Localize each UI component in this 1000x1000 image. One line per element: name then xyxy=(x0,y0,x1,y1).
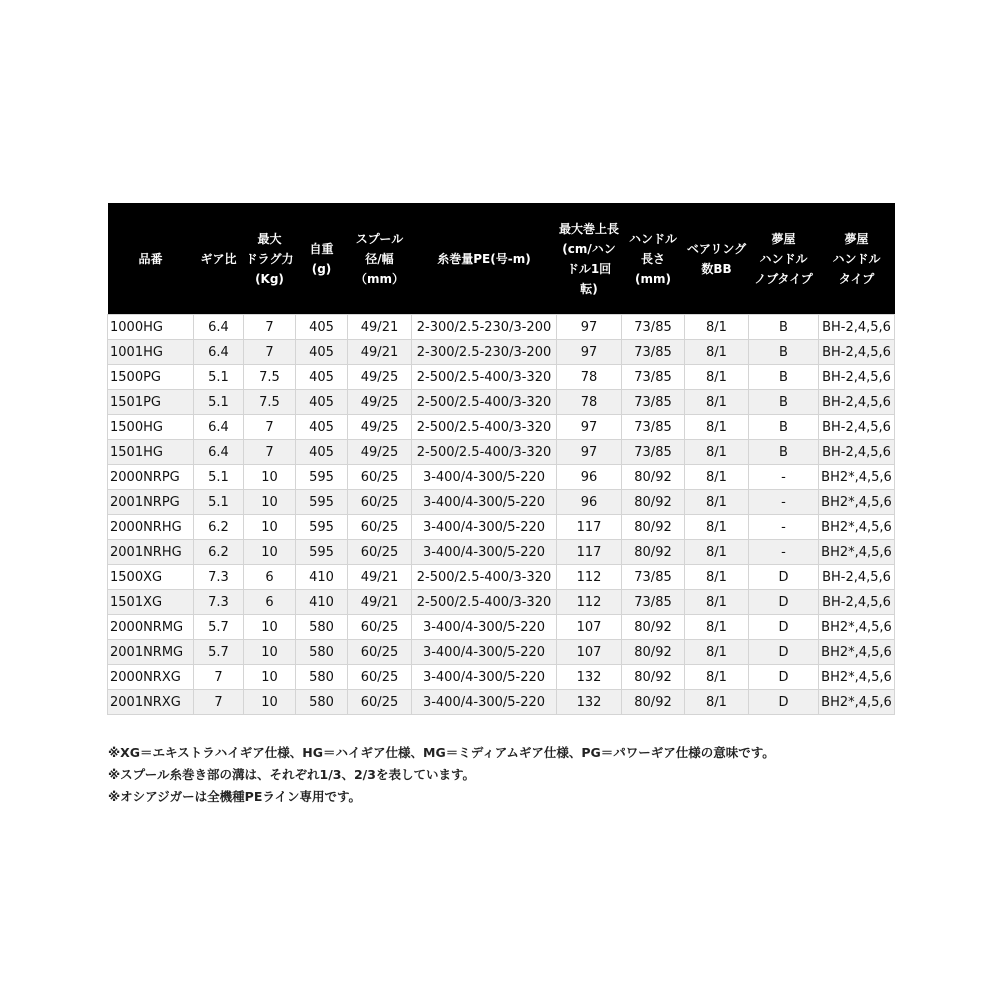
model-cell: 2000NRMG xyxy=(108,615,194,640)
table-cell: B xyxy=(749,415,819,440)
table-cell: 8/1 xyxy=(685,390,749,415)
table-cell: BH-2,4,5,6 xyxy=(819,340,895,365)
table-cell: 49/21 xyxy=(348,340,412,365)
column-header xyxy=(819,203,895,315)
table-cell: 80/92 xyxy=(622,615,685,640)
column-header-line: ギア比 xyxy=(200,251,237,266)
model-cell: 2001NRXG xyxy=(108,690,194,715)
table-cell: 8/1 xyxy=(685,315,749,340)
footnote: ※スプール糸巻き部の溝は、それぞれ1/3、2/3を表しています。 xyxy=(108,767,475,782)
table-cell: 3-400/4-300/5-220 xyxy=(412,515,557,540)
model-cell: 1500HG xyxy=(108,415,194,440)
table-cell: 6 xyxy=(244,590,296,615)
table-cell: 78 xyxy=(557,390,622,415)
table-cell: 10 xyxy=(244,665,296,690)
table-cell: D xyxy=(749,590,819,615)
table-row xyxy=(108,565,895,590)
table-cell: 595 xyxy=(296,490,348,515)
table-cell: 8/1 xyxy=(685,540,749,565)
table-cell: 78 xyxy=(557,365,622,390)
model-cell: 2000NRXG xyxy=(108,665,194,690)
model-cell: 1500PG xyxy=(108,365,194,390)
table-cell: 5.1 xyxy=(194,490,244,515)
table-cell: 8/1 xyxy=(685,515,749,540)
table-row xyxy=(108,465,895,490)
table-row xyxy=(108,540,895,565)
column-header-line: スプール xyxy=(355,231,404,246)
table-cell: 10 xyxy=(244,490,296,515)
column-header-line: 径/幅 xyxy=(365,251,394,266)
table-cell: 5.1 xyxy=(194,390,244,415)
table-cell: 7 xyxy=(194,690,244,715)
column-header-line: ハンドル xyxy=(628,231,677,246)
table-cell: 6.4 xyxy=(194,440,244,465)
column-header-line: (mm) xyxy=(635,271,671,286)
column-header-line: (Kg) xyxy=(255,271,284,286)
table-cell: 7 xyxy=(244,315,296,340)
table-cell: BH2*,4,5,6 xyxy=(819,615,895,640)
table-cell: 7 xyxy=(244,440,296,465)
table-cell: BH-2,4,5,6 xyxy=(819,565,895,590)
table-cell: 80/92 xyxy=(622,665,685,690)
table-cell: BH-2,4,5,6 xyxy=(819,415,895,440)
column-header xyxy=(194,203,244,315)
table-cell: 2-500/2.5-400/3-320 xyxy=(412,440,557,465)
table-cell: 405 xyxy=(296,365,348,390)
table-cell: BH-2,4,5,6 xyxy=(819,365,895,390)
column-header-line: （mm） xyxy=(354,271,404,286)
table-cell: BH-2,4,5,6 xyxy=(819,315,895,340)
table-cell: 405 xyxy=(296,415,348,440)
column-header-line: ドラグ力 xyxy=(245,251,294,266)
table-cell: - xyxy=(749,515,819,540)
column-header-line: 夢屋 xyxy=(844,231,869,246)
table-cell: 410 xyxy=(296,590,348,615)
table-cell: 5.1 xyxy=(194,365,244,390)
column-header-line: タイプ xyxy=(838,271,875,286)
table-cell: - xyxy=(749,465,819,490)
table-row xyxy=(108,440,895,465)
table-cell: 80/92 xyxy=(622,515,685,540)
table-cell: D xyxy=(749,565,819,590)
table-cell: 10 xyxy=(244,615,296,640)
table-cell: 6.2 xyxy=(194,540,244,565)
table-row xyxy=(108,490,895,515)
table-cell: 10 xyxy=(244,515,296,540)
table-cell: 73/85 xyxy=(622,440,685,465)
table-cell: 60/25 xyxy=(348,465,412,490)
table-cell: 2-300/2.5-230/3-200 xyxy=(412,340,557,365)
table-cell: 8/1 xyxy=(685,615,749,640)
column-header-line: 長さ xyxy=(640,251,665,266)
table-cell: D xyxy=(749,640,819,665)
footnote: ※オシアジガーは全機種PEライン専用です。 xyxy=(108,789,361,804)
table-cell: 8/1 xyxy=(685,565,749,590)
table-cell: 60/25 xyxy=(348,665,412,690)
table-cell: 73/85 xyxy=(622,365,685,390)
table-cell: 3-400/4-300/5-220 xyxy=(412,690,557,715)
table-row xyxy=(108,590,895,615)
table-cell: 3-400/4-300/5-220 xyxy=(412,540,557,565)
table-cell: 8/1 xyxy=(685,590,749,615)
table-cell: 49/25 xyxy=(348,390,412,415)
table-cell: 405 xyxy=(296,315,348,340)
table-cell: 80/92 xyxy=(622,640,685,665)
table-cell: BH2*,4,5,6 xyxy=(819,640,895,665)
table-cell: 10 xyxy=(244,690,296,715)
table-cell: 132 xyxy=(557,665,622,690)
spec-table xyxy=(107,203,895,715)
table-cell: B xyxy=(749,315,819,340)
footnote: ※XG＝エキストラハイギア仕様、HG＝ハイギア仕様、MG＝ミディアムギア仕様、PG＝パワーギア仕様の意味です。 xyxy=(108,745,775,760)
table-cell: 117 xyxy=(557,515,622,540)
model-cell: 2001NRHG xyxy=(108,540,194,565)
table-cell: D xyxy=(749,615,819,640)
table-cell: 49/25 xyxy=(348,365,412,390)
table-row xyxy=(108,415,895,440)
table-cell: 80/92 xyxy=(622,490,685,515)
table-row xyxy=(108,665,895,690)
table-row xyxy=(108,365,895,390)
table-cell: 10 xyxy=(244,465,296,490)
table-cell: 595 xyxy=(296,515,348,540)
table-cell: BH2*,4,5,6 xyxy=(819,540,895,565)
model-cell: 2000NRHG xyxy=(108,515,194,540)
column-header-line: ハンドル xyxy=(832,251,881,266)
table-cell: BH2*,4,5,6 xyxy=(819,490,895,515)
table-cell: 405 xyxy=(296,440,348,465)
column-header-line: ドル1回転) xyxy=(566,261,612,296)
table-cell: BH-2,4,5,6 xyxy=(819,390,895,415)
table-cell: 96 xyxy=(557,490,622,515)
model-cell: 1000HG xyxy=(108,315,194,340)
model-cell: 2000NRPG xyxy=(108,465,194,490)
table-cell: 8/1 xyxy=(685,490,749,515)
column-header-line: 数BB xyxy=(701,261,732,276)
table-cell: 8/1 xyxy=(685,340,749,365)
table-cell: 80/92 xyxy=(622,540,685,565)
table-cell: 580 xyxy=(296,640,348,665)
table-cell: 405 xyxy=(296,390,348,415)
table-cell: 97 xyxy=(557,315,622,340)
column-header xyxy=(622,203,685,315)
table-cell: 3-400/4-300/5-220 xyxy=(412,665,557,690)
table-cell: 410 xyxy=(296,565,348,590)
footnotes xyxy=(108,742,898,808)
table-cell: 8/1 xyxy=(685,465,749,490)
column-header-line: 自重 xyxy=(309,241,334,256)
table-cell: 73/85 xyxy=(622,390,685,415)
column-header-line: ハンドル xyxy=(759,251,808,266)
table-cell: 60/25 xyxy=(348,515,412,540)
table-cell: 405 xyxy=(296,340,348,365)
table-cell: 3-400/4-300/5-220 xyxy=(412,640,557,665)
column-header xyxy=(348,203,412,315)
table-cell: 3-400/4-300/5-220 xyxy=(412,615,557,640)
model-cell: 1501XG xyxy=(108,590,194,615)
table-row xyxy=(108,640,895,665)
column-header xyxy=(749,203,819,315)
table-cell: BH2*,4,5,6 xyxy=(819,665,895,690)
header-row xyxy=(108,203,895,315)
table-cell: 8/1 xyxy=(685,665,749,690)
column-header-line: 最大巻上長 xyxy=(558,221,619,236)
table-cell: BH-2,4,5,6 xyxy=(819,440,895,465)
table-cell: 112 xyxy=(557,565,622,590)
table-cell: 6.2 xyxy=(194,515,244,540)
table-row xyxy=(108,315,895,340)
column-header-line: 品番 xyxy=(138,251,163,266)
column-header xyxy=(108,203,194,315)
table-cell: 580 xyxy=(296,615,348,640)
table-cell: BH-2,4,5,6 xyxy=(819,590,895,615)
model-cell: 1501PG xyxy=(108,390,194,415)
column-header xyxy=(557,203,622,315)
table-cell: 97 xyxy=(557,440,622,465)
column-header-line: (cm/ハン xyxy=(562,241,616,256)
table-cell: 7 xyxy=(194,665,244,690)
model-cell: 1501HG xyxy=(108,440,194,465)
column-header xyxy=(296,203,348,315)
model-cell: 1500XG xyxy=(108,565,194,590)
table-cell: B xyxy=(749,340,819,365)
column-header-line: 夢屋 xyxy=(771,231,796,246)
table-row xyxy=(108,340,895,365)
model-cell: 1001HG xyxy=(108,340,194,365)
table-cell: 2-500/2.5-400/3-320 xyxy=(412,415,557,440)
table-cell: 73/85 xyxy=(622,565,685,590)
table-cell: 5.7 xyxy=(194,615,244,640)
column-header xyxy=(685,203,749,315)
model-cell: 2001NRMG xyxy=(108,640,194,665)
table-cell: 8/1 xyxy=(685,690,749,715)
table-header xyxy=(108,203,895,315)
table-cell: 49/25 xyxy=(348,415,412,440)
table-cell: 117 xyxy=(557,540,622,565)
table-cell: 595 xyxy=(296,540,348,565)
table-row xyxy=(108,615,895,640)
table-cell: 112 xyxy=(557,590,622,615)
table-cell: 96 xyxy=(557,465,622,490)
column-header xyxy=(244,203,296,315)
table-cell: 73/85 xyxy=(622,340,685,365)
column-header-line: 最大 xyxy=(257,231,282,246)
table-row xyxy=(108,390,895,415)
table-cell: 2-500/2.5-400/3-320 xyxy=(412,365,557,390)
table-cell: 5.7 xyxy=(194,640,244,665)
table-cell: 107 xyxy=(557,640,622,665)
table-cell: 7.3 xyxy=(194,565,244,590)
column-header-line: ベアリング xyxy=(686,241,747,256)
table-cell: 595 xyxy=(296,465,348,490)
table-cell: 60/25 xyxy=(348,690,412,715)
table-cell: 580 xyxy=(296,665,348,690)
table-cell: 60/25 xyxy=(348,615,412,640)
table-body xyxy=(108,315,895,715)
table-cell: B xyxy=(749,440,819,465)
table-cell: - xyxy=(749,490,819,515)
table-cell: 73/85 xyxy=(622,590,685,615)
table-cell: B xyxy=(749,365,819,390)
table-cell: 8/1 xyxy=(685,415,749,440)
model-cell: 2001NRPG xyxy=(108,490,194,515)
table-cell: 80/92 xyxy=(622,465,685,490)
column-header-line: (g) xyxy=(311,261,332,276)
table-cell: 73/85 xyxy=(622,315,685,340)
table-cell: 132 xyxy=(557,690,622,715)
column-header-line: ノブタイプ xyxy=(754,271,813,286)
table-cell: 7.5 xyxy=(244,365,296,390)
table-row xyxy=(108,690,895,715)
table-cell: BH2*,4,5,6 xyxy=(819,465,895,490)
table-row xyxy=(108,515,895,540)
table-cell: 8/1 xyxy=(685,440,749,465)
table-cell: 80/92 xyxy=(622,690,685,715)
table-cell: 5.1 xyxy=(194,465,244,490)
table-cell: 60/25 xyxy=(348,490,412,515)
table-cell: 49/21 xyxy=(348,315,412,340)
table-cell: 580 xyxy=(296,690,348,715)
table-cell: 107 xyxy=(557,615,622,640)
table-cell: BH2*,4,5,6 xyxy=(819,690,895,715)
table-cell: 49/25 xyxy=(348,440,412,465)
table-cell: 6.4 xyxy=(194,315,244,340)
table-cell: 3-400/4-300/5-220 xyxy=(412,465,557,490)
table-cell: 7 xyxy=(244,415,296,440)
table-cell: D xyxy=(749,665,819,690)
table-cell: 2-500/2.5-400/3-320 xyxy=(412,590,557,615)
column-header-line: 糸巻量PE(号-m) xyxy=(437,251,531,266)
table-cell: 10 xyxy=(244,540,296,565)
table-cell: 97 xyxy=(557,340,622,365)
table-cell: 7 xyxy=(244,340,296,365)
table-cell: 49/21 xyxy=(348,565,412,590)
table-cell: 73/85 xyxy=(622,415,685,440)
table-cell: BH2*,4,5,6 xyxy=(819,515,895,540)
table-cell: 97 xyxy=(557,415,622,440)
table-cell: 2-300/2.5-230/3-200 xyxy=(412,315,557,340)
table-cell: 7.5 xyxy=(244,390,296,415)
table-cell: 2-500/2.5-400/3-320 xyxy=(412,390,557,415)
table-cell: 60/25 xyxy=(348,640,412,665)
table-cell: 6.4 xyxy=(194,340,244,365)
table-cell: 49/21 xyxy=(348,590,412,615)
table-cell: 2-500/2.5-400/3-320 xyxy=(412,565,557,590)
table-cell: 3-400/4-300/5-220 xyxy=(412,490,557,515)
table-cell: 6 xyxy=(244,565,296,590)
table-cell: 6.4 xyxy=(194,415,244,440)
table-cell: 10 xyxy=(244,640,296,665)
table-cell: B xyxy=(749,390,819,415)
table-cell: 8/1 xyxy=(685,365,749,390)
table-cell: 60/25 xyxy=(348,540,412,565)
table-cell: D xyxy=(749,690,819,715)
column-header xyxy=(412,203,557,315)
table-cell: - xyxy=(749,540,819,565)
table-cell: 7.3 xyxy=(194,590,244,615)
table-cell: 8/1 xyxy=(685,640,749,665)
